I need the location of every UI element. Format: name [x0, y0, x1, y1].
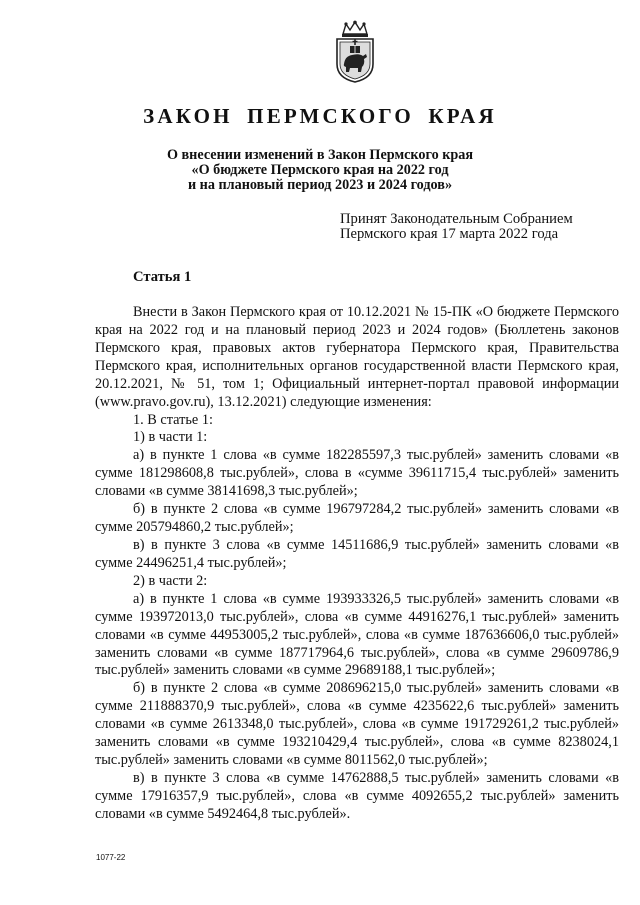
article-paragraph: в) в пункте 3 слова «в сумме 14511686,9 тыс.рублей» заменить словами «в сумме 24496251,4 тыс.рублей»;: [95, 536, 619, 571]
perm-krai-coat-of-arms-icon: [333, 20, 377, 84]
article-heading: Статья 1: [133, 269, 192, 285]
article-paragraph: б) в пункте 2 слова «в сумме 208696215,0 тыс.рублей» заменить словами «в сумме 211888370,9 тыс.рублей», слова «в сумме 4235622,6 тыс.рублей» заменить словами «в сумме 2613348,0 тыс.рублей», слова «в сумме 191729261,2 тыс.рублей» заменить словами «в сумме 193210429,4 тыс.рублей», слова «в сумме 8238024,1 тыс.рублей» заменить словами «в сумме 8011562,0 тыс.рублей»;: [95, 680, 619, 769]
article-paragraph: в) в пункте 3 слова «в сумме 14762888,5 тыс.рублей» заменить словами «в сумме 17916357,9 тыс.рублей», слова «в сумме 4092655,2 тыс.рублей» заменить словами «в сумме 5492464,8 тыс.рублей».: [95, 769, 619, 822]
article-paragraph: 1. В статье 1:: [133, 411, 213, 428]
subtitle-line: и на плановый период 2023 и 2024 годов»: [187, 177, 453, 193]
adoption-line: Принят Законодательным Собранием: [340, 211, 573, 227]
article-paragraph: а) в пункте 1 слова «в сумме 182285597,3 тыс.рублей» заменить словами «в сумме 181298608,8 тыс.рублей», слова в «сумме 39611715,4 тыс.рублей» заменить словами «в сумме 38141698,3 тыс.рублей»;: [95, 447, 619, 500]
adoption-line: Пермского края 17 марта 2022 года: [340, 226, 559, 242]
subtitle-line: О внесении изменений в Закон Пермского края: [166, 147, 474, 163]
article-paragraph: б) в пункте 2 слова «в сумме 196797284,2 тыс.рублей» заменить словами «в сумме 205794860,2 тыс.рублей»;: [95, 501, 619, 536]
article-paragraph: а) в пункте 1 слова «в сумме 193933326,5 тыс.рублей» заменить словами «в сумме 193972013,0 тыс.рублей», слова «в сумме 44916276,1 тыс.рублей» заменить словами «в сумме 44953005,2 тыс.рублей», слова «в сумме 187636606,0 тыс.рублей» заменить словами «в сумме 187717964,6 тыс.рублей», слова «в сумме 29609786,9 тыс.рублей» заменить словами «в сумме 29689188,1 тыс.рублей»;: [95, 590, 619, 679]
document-code: 1077-22: [96, 853, 126, 862]
law-subtitle: [0, 148, 640, 193]
article-paragraph: 1) в части 1:: [133, 429, 208, 446]
subtitle-line: «О бюджете Пермского края на 2022 год: [191, 162, 449, 178]
article-paragraph: Внести в Закон Пермского края от 10.12.2021 № 15-ПК «О бюджете Пермского края на 2022 год и на плановый период 2023 и 2024 годов» (Бюллетень законов Пермского края, правовых актов губернатора Пермского края, Правительства Пермского края, исполнительных органов государственной власти Пермского края, 20.12.2021, № 51, том 1; Официальный интернет-портал правовой информации (www.pravo.gov.ru), 13.12.2021) следующие изменения:: [95, 304, 619, 410]
article-body: [95, 304, 619, 824]
law-title: ЗАКОН ПЕРМСКОГО КРАЯ: [143, 104, 497, 128]
adoption-note: [340, 212, 610, 242]
article-paragraph: 2) в части 2:: [133, 572, 208, 589]
